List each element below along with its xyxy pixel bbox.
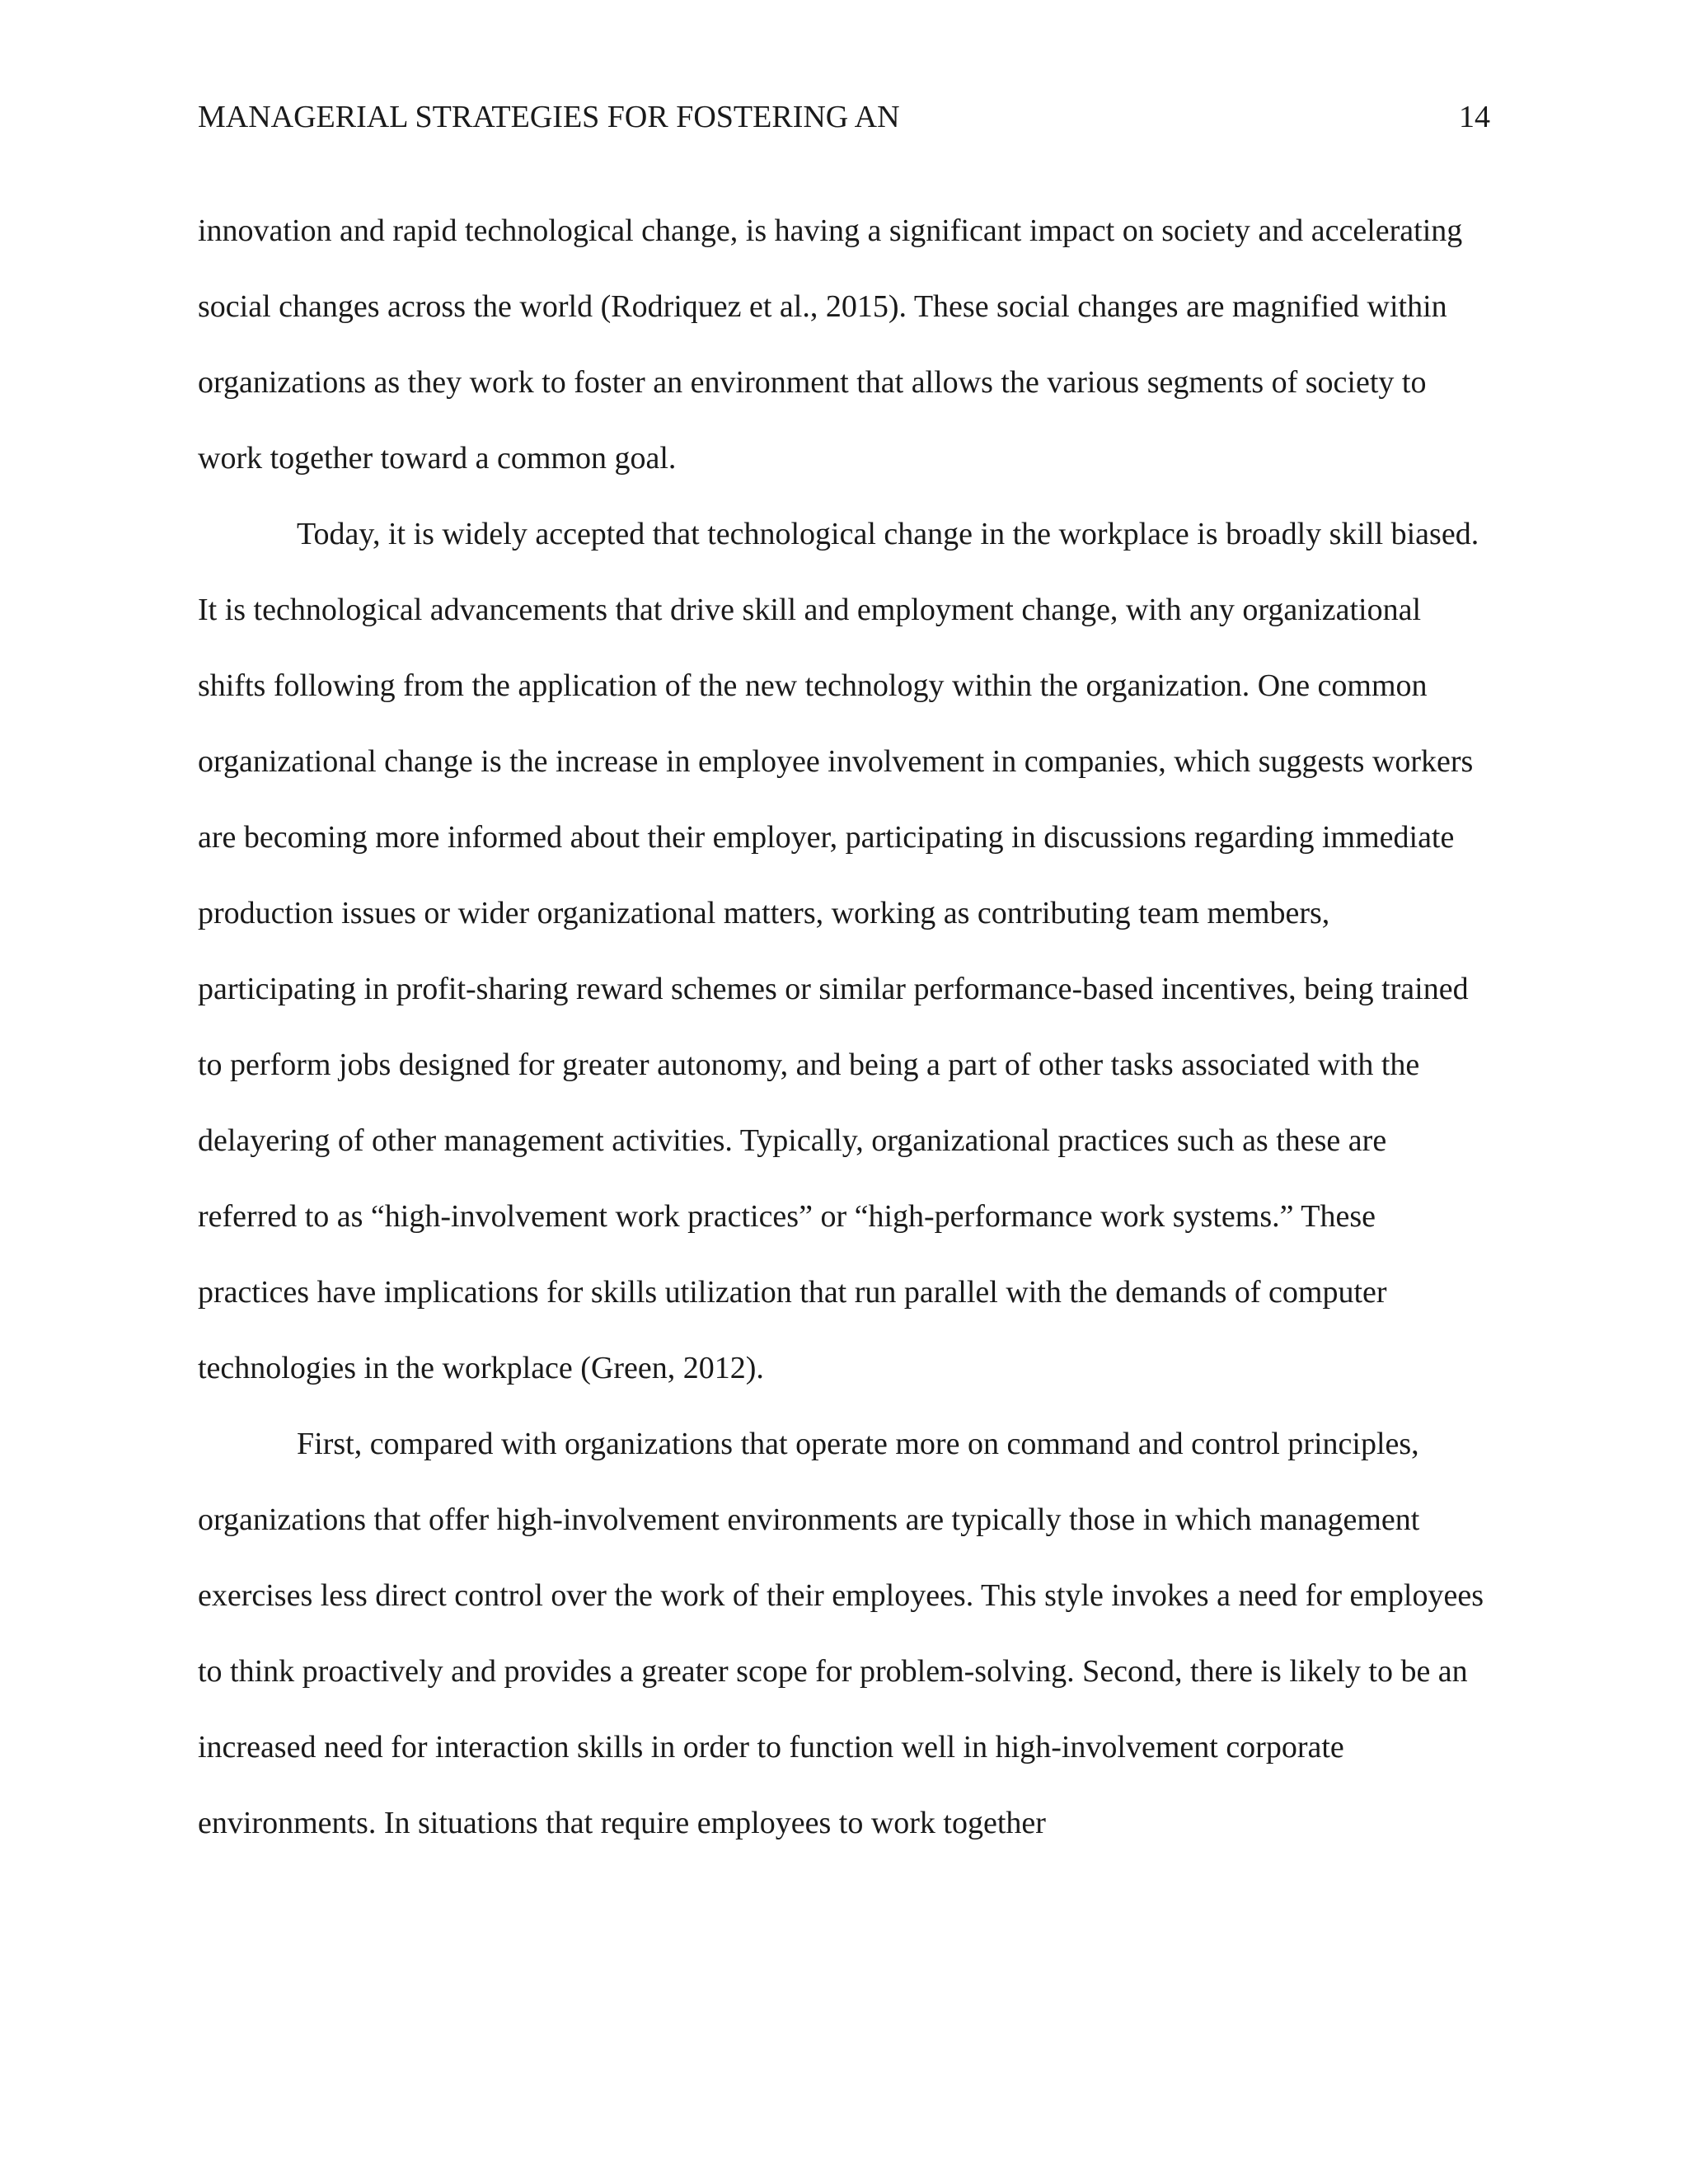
paragraph-technological-change: Today, it is widely accepted that technological change in the workplace is broadly skill biased. It is technological advancements that drive skill and employment change, with any organizational shifts following from the application of the new technology within the organization. One common organizational change is the increase in employee involvement in companies, which suggests workers are becoming more informed about their employer, participating in discussions regarding immediate production issues or wider organizational matters, working as contributing team members, participating in profit-sharing reward schemes or similar performance-based incentives, being trained to perform jobs designed for greater autonomy, and being a part of other tasks associated with the delayering of other management activities. Typically, organizational practices such as these are referred to as “high-involvement work practices” or “high-performance work systems.” These practices have implications for skills utilization that run parallel with the demands of computer technologies in the workplace (Green, 2012). <box>198 517 1479 1385</box>
body-text <box>198 193 1492 1861</box>
paragraph-continuation: innovation and rapid technological change, is having a significant impact on society and accelerating social changes across the world (Rodriquez et al., 2015). These social changes are magnified within organizations as they work to foster an environment that allows the various segments of society to work together toward a common goal. <box>198 213 1463 476</box>
paragraph-high-involvement: First, compared with organizations that operate more on command and control principles, organizations that offer high-involvement environments are typically those in which management exercises less direct control over the work of their employees. This style invokes a need for employees to think proactively and provides a greater scope for problem-solving. Second, there is likely to be an increased need for interaction skills in order to function well in high-involvement corporate environments. In situations that require employees to work together <box>198 1427 1484 1840</box>
running-head-title: MANAGERIAL STRATEGIES FOR FOSTERING AN <box>198 100 900 134</box>
page-number: 14 <box>1459 100 1490 134</box>
running-head <box>198 97 1490 137</box>
